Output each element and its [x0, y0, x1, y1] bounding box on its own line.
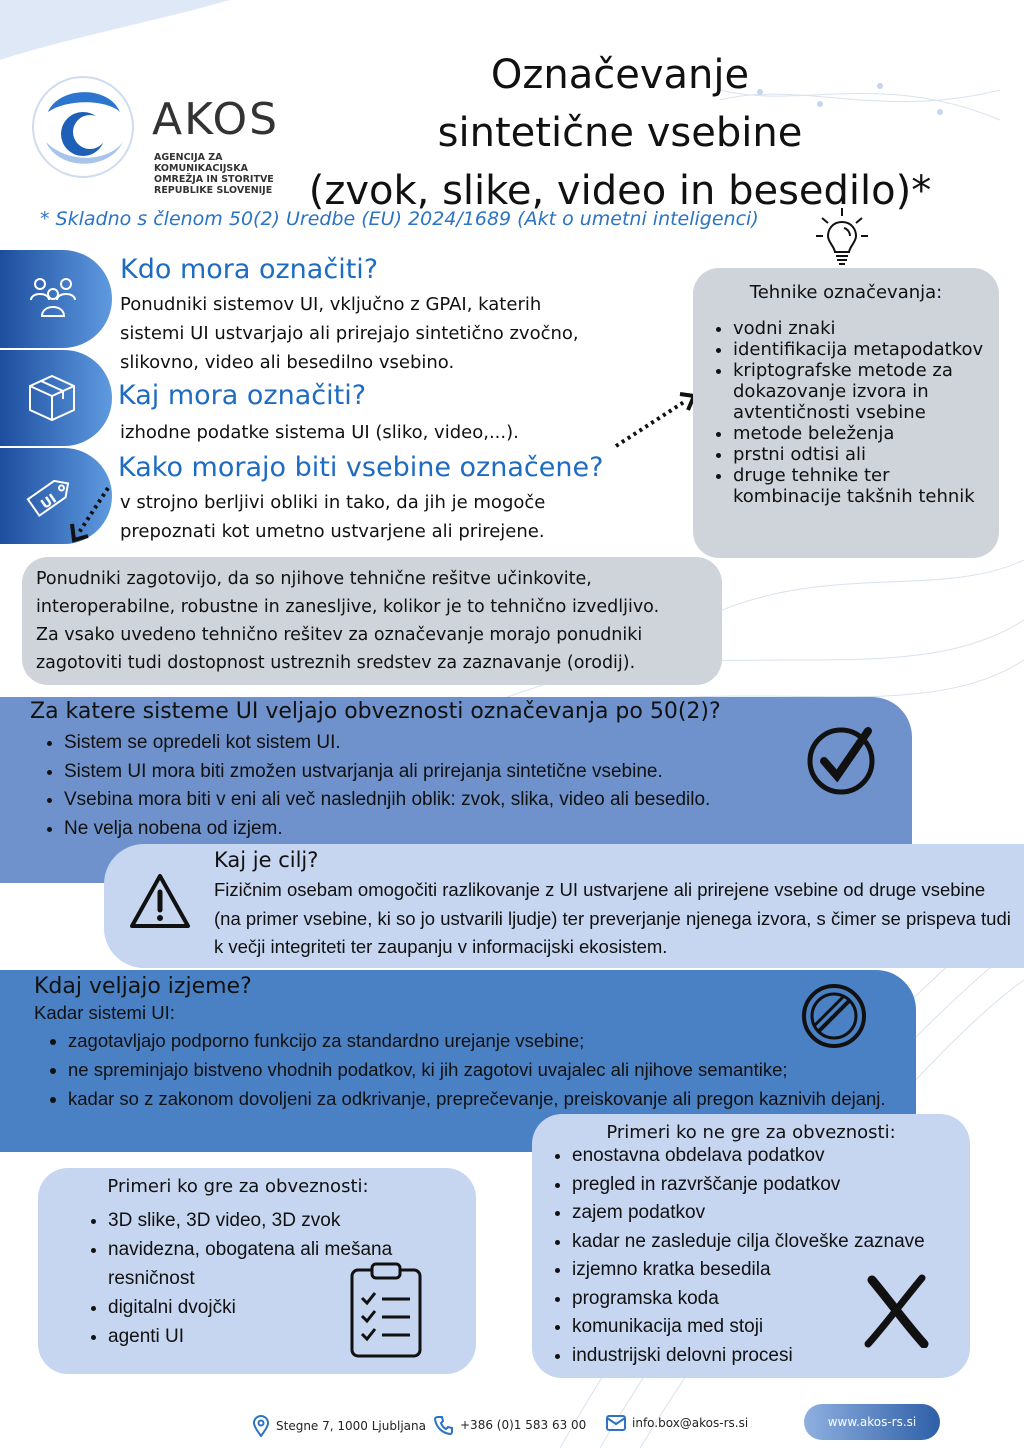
list-item: • Ne velja nobena od izjem. [64, 815, 710, 844]
examples-yes-heading: Primeri ko gre za obveznosti: [107, 1176, 369, 1197]
logo-name: AKOS [152, 94, 280, 145]
examples-no-box [532, 1114, 970, 1378]
providers-text: Ponudniki zagotovijo, da so njihove tehnične rešitve učinkovite, interoperabilne, robustne in zanesljive, kolikor je to tehnično izvedljivo. Za vsako uvedeno tehnično rešitev za označevanje morajo ponudniki zagotoviti tudi dostopnost ustreznih sredstev za zaznavanje (orodij). [36, 569, 660, 673]
list-item: • navidezna, obogatena ali mešana resničnost [108, 1235, 448, 1293]
list-item: • enostavna obdelava podatkov [572, 1142, 925, 1171]
list-item: • digitalni dvojčki [108, 1293, 448, 1322]
box-icon [26, 372, 78, 424]
applies-heading: Za katere sisteme UI veljajo obveznosti označevanja po 50(2)? [30, 699, 721, 724]
list-item: • agenti UI [108, 1322, 448, 1351]
question-who-heading: Kdo mora označiti? [120, 254, 379, 285]
list-item: • kadar so z zakonom dovoljeni za odkrivanje, preprečevanje, preiskovanje ali pregon kaznivih dejanj. [68, 1084, 898, 1113]
list-item: • identifikacija metapodatkov [733, 339, 999, 360]
dotted-arrow-down [66, 484, 116, 548]
lightbulb-icon [814, 206, 870, 268]
list-item: • druge tehnike ter kombinacije takšnih tehnik [733, 465, 999, 507]
footnote: * Skladno s členom 50(2) Uredbe (EU) 2024/1689 (Akt o umetni inteligenci) [40, 208, 759, 230]
clipboard-checklist-icon [348, 1260, 424, 1360]
list-item: • kriptografske metode za dokazovanje izvora in avtentičnosti vsebine [733, 360, 999, 423]
goal-text: Fizičnim osebam omogočiti razlikovanje z UI ustvarjene ali prirejene vsebine od druge vsebine (na primer vsebine, ki so jo ustvarili ljudje) ter preverjanje njenega izvora, s čimer se prispeva tudi k večji integriteti ter zaupanju v informacijski ekosistem. [214, 879, 1011, 957]
exceptions-heading: Kdaj veljajo izjeme? [34, 974, 252, 999]
techniques-box [693, 268, 999, 558]
phone-icon [434, 1415, 454, 1435]
phone-text[interactable]: +386 (0)1 583 63 00 [460, 1418, 587, 1432]
list-item: • izjemno kratka besedila [572, 1256, 925, 1285]
footer-address [252, 1415, 426, 1437]
techniques-list [709, 318, 999, 507]
question-what-heading: Kaj mora označiti? [118, 380, 367, 411]
ai-tag-label: UI [38, 491, 60, 513]
logo [28, 72, 308, 196]
examples-no-heading: Primeri ko ne gre za obveznosti: [606, 1122, 896, 1143]
list-item: • 3D slike, 3D video, 3D zvok [108, 1206, 448, 1235]
akos-logo-icon [28, 72, 138, 182]
list-item: • industrijski delovni procesi [572, 1342, 925, 1371]
footer-email [606, 1415, 748, 1431]
sidebar-tab-what [0, 350, 112, 446]
examples-yes-box [38, 1168, 476, 1374]
list-item: • kadar ne zasleduje cilja človeške zaznave [572, 1228, 925, 1257]
checkmark-icon [806, 721, 880, 795]
list-item: • Vsebina mora biti v eni ali več naslednjih oblik: zvok, slika, video ali besedilo. [64, 786, 710, 815]
mail-icon [606, 1415, 626, 1431]
dotted-arrow-right [610, 390, 700, 452]
providers-box [22, 557, 722, 685]
sidebar-tab-who [0, 250, 112, 348]
goal-heading: Kaj je cilj? [214, 848, 319, 872]
list-item: • ne spreminjajo bistveno vhodnih podatkov, ki jih zagotovi uvajalec ali njihove semantike; [68, 1055, 898, 1084]
list-item: • zajem podatkov [572, 1199, 925, 1228]
address-text: Stegne 7, 1000 Ljubljana [276, 1419, 426, 1433]
list-item: • Sistem UI mora biti zmožen ustvarjanja ali prirejanja sintetične vsebine. [64, 758, 710, 787]
warning-icon [128, 872, 192, 930]
question-how-body: v strojno berljivi obliki in tako, da jih je mogoče prepoznati kot umetno ustvarjene ali prirejene. [120, 492, 546, 542]
question-what-body: izhodne podatke sistema UI (sliko, video,...). [120, 422, 519, 443]
list-item: • pregled in razvrščanje podatkov [572, 1171, 925, 1200]
cross-icon [862, 1274, 932, 1348]
list-item: • prstni odtisi ali [733, 444, 999, 465]
list-item: • programska koda [572, 1285, 925, 1314]
exceptions-list [40, 1026, 898, 1113]
list-item: • zagotavljajo podporno funkcijo za standardno urejanje vsebine; [68, 1026, 898, 1055]
goal-section [104, 844, 1024, 968]
exceptions-lead: Kadar sistemi UI: [34, 1002, 175, 1023]
list-item: • komunikacija med stoji [572, 1313, 925, 1342]
location-pin-icon [252, 1415, 270, 1437]
agency-name: AGENCIJA ZA KOMUNIKACIJSKA OMREŽJA IN STORITVE REPUBLIKE SLOVENIJE [154, 152, 274, 196]
techniques-title: Tehnike označevanja: [749, 282, 943, 303]
email-link[interactable]: info.box@akos-rs.si [632, 1416, 749, 1430]
people-icon [28, 276, 78, 320]
question-who-body: Ponudniki sistemov UI, vključno z GPAI, katerih sistemi UI ustvarjajo ali prirejajo sintetično zvočno, slikovno, video ali besedilno vsebino. [120, 294, 579, 373]
prohibited-icon [800, 982, 868, 1050]
page-title: Označevanje sintetične vsebine (zvok, slike, video in besedilo)* [308, 52, 932, 214]
list-item: • metode beleženja [733, 423, 999, 444]
website-link[interactable]: www.akos-rs.si [804, 1404, 940, 1440]
footer-phone [434, 1415, 586, 1435]
question-how-heading: Kako morajo biti vsebine označene? [118, 452, 604, 483]
applies-list [36, 729, 710, 843]
list-item: • vodni znaki [733, 318, 999, 339]
list-item: • Sistem se opredeli kot sistem UI. [64, 729, 710, 758]
